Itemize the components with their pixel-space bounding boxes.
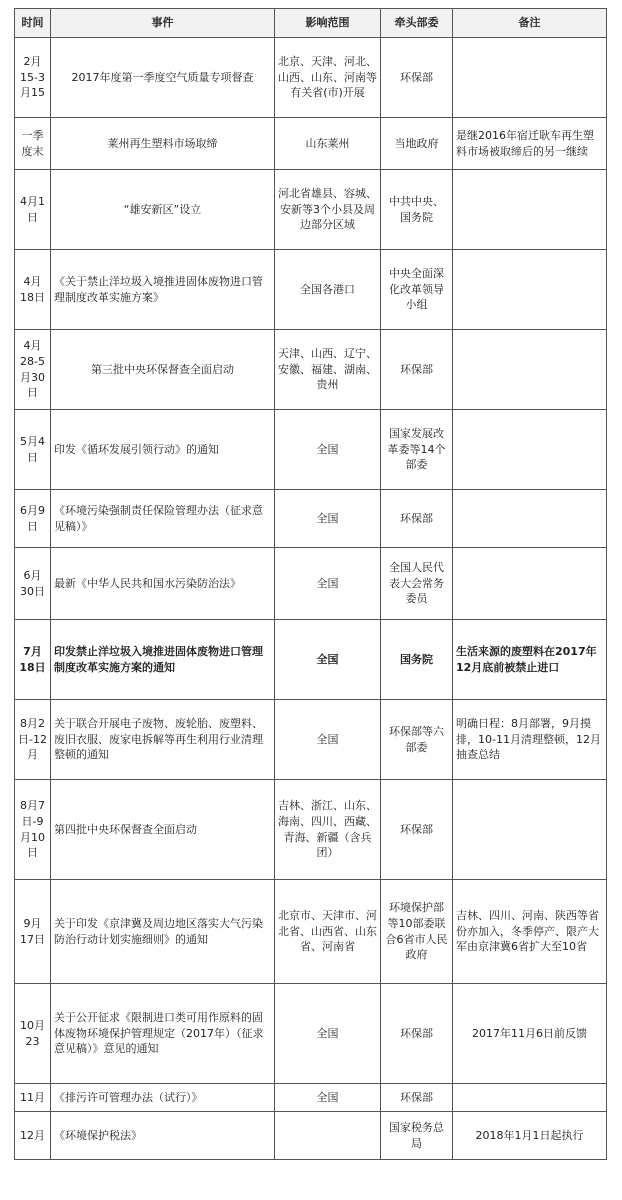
cell-scope: 北京市、天津市、河北省、山西省、山东省、河南省 [275,880,381,984]
cell-scope: 全国 [275,1084,381,1112]
cell-note: 吉林、四川、河南、陕西等省份亦加入，冬季停产、限产大军由京津冀6省扩大至10省 [453,880,607,984]
cell-note: 2017年11月6日前反馈 [453,984,607,1084]
header-dept: 牵头部委 [381,9,453,38]
cell-event: 2017年度第一季度空气质量专项督查 [51,38,275,118]
cell-time: 8月7日-9月10日 [15,780,51,880]
policy-timeline-table [14,8,607,1160]
cell-event: 《环境保护税法》 [51,1112,275,1160]
table-row [15,984,607,1084]
cell-time: 6月9日 [15,490,51,548]
cell-dept: 环保部 [381,984,453,1084]
cell-time: 5月4日 [15,410,51,490]
header-note: 备注 [453,9,607,38]
cell-scope: 全国 [275,548,381,620]
cell-note [453,490,607,548]
table-row [15,880,607,984]
cell-time: 11月 [15,1084,51,1112]
table-row [15,1112,607,1160]
cell-time: 9月17日 [15,880,51,984]
table-row [15,330,607,410]
header-scope: 影响范围 [275,9,381,38]
policy-timeline-table-wrapper [14,8,606,1160]
cell-dept: 国家发展改革委等14个部委 [381,410,453,490]
cell-event: 关于联合开展电子废物、废轮胎、废塑料、废旧衣服、废家电拆解等再生利用行业清理整顿的通知 [51,700,275,780]
cell-scope: 全国 [275,620,381,700]
cell-note: 2018年1月1日起执行 [453,1112,607,1160]
cell-note [453,780,607,880]
cell-event: 《排污许可管理办法（试行）》 [51,1084,275,1112]
cell-scope: 全国 [275,700,381,780]
cell-dept: 环保部 [381,490,453,548]
table-row [15,1084,607,1112]
cell-dept: 环保部 [381,780,453,880]
cell-scope: 北京、天津、河北、山西、山东、河南等有关省(市)开展 [275,38,381,118]
cell-scope: 天津、山西、辽宁、安徽、福建、湖南、贵州 [275,330,381,410]
cell-dept: 中共中央、国务院 [381,170,453,250]
table-row [15,490,607,548]
cell-note [453,548,607,620]
cell-dept: 全国人民代表大会常务委员 [381,548,453,620]
table-body [15,38,607,1160]
cell-time: 12月 [15,1112,51,1160]
cell-time: 10月23 [15,984,51,1084]
cell-scope: 全国各港口 [275,250,381,330]
cell-event: 《关于禁止洋垃圾入境推进固体废物进口管理制度改革实施方案》 [51,250,275,330]
cell-scope: 全国 [275,410,381,490]
table-row [15,780,607,880]
cell-time: 4月28-5月30日 [15,330,51,410]
cell-dept: 环保部 [381,330,453,410]
cell-time: 6月30日 [15,548,51,620]
cell-dept: 国家税务总局 [381,1112,453,1160]
cell-dept: 环境保护部等10部委联合6省市人民政府 [381,880,453,984]
cell-note [453,38,607,118]
cell-event: 莱州再生塑料市场取缔 [51,118,275,170]
cell-event: “雄安新区”设立 [51,170,275,250]
cell-note [453,330,607,410]
table-row [15,548,607,620]
cell-dept: 当地政府 [381,118,453,170]
cell-time: 8月2日-12月 [15,700,51,780]
cell-time: 2月15-3月15 [15,38,51,118]
cell-event: 印发《循环发展引领行动》的通知 [51,410,275,490]
cell-scope: 全国 [275,490,381,548]
cell-dept: 环保部 [381,1084,453,1112]
cell-time: 一季度末 [15,118,51,170]
cell-time: 4月1日 [15,170,51,250]
cell-event: 第三批中央环保督查全面启动 [51,330,275,410]
table-row [15,250,607,330]
cell-note [453,250,607,330]
cell-dept: 环保部等六部委 [381,700,453,780]
table-row [15,410,607,490]
cell-event: 关于公开征求《限制进口类可用作原料的固体废物环境保护管理规定（2017年）（征求意见稿）》意见的通知 [51,984,275,1084]
cell-note [453,1084,607,1112]
cell-scope: 河北省雄县、容城、安新等3个小县及周边部分区域 [275,170,381,250]
table-row [15,620,607,700]
cell-scope: 吉林、浙江、山东、海南、四川、西藏、青海、新疆（含兵团） [275,780,381,880]
cell-note: 生活来源的废塑料在2017年12月底前被禁止进口 [453,620,607,700]
cell-time: 4月18日 [15,250,51,330]
cell-scope [275,1112,381,1160]
cell-event: 第四批中央环保督查全面启动 [51,780,275,880]
cell-dept: 国务院 [381,620,453,700]
table-row [15,170,607,250]
cell-event: 印发禁止洋垃圾入境推进固体废物进口管理制度改革实施方案的通知 [51,620,275,700]
cell-note: 是继2016年宿迁耿车再生塑料市场被取缔后的另一继续 [453,118,607,170]
table-header-row [15,9,607,38]
header-time: 时间 [15,9,51,38]
table-row [15,38,607,118]
cell-dept: 中央全面深化改革领导小组 [381,250,453,330]
cell-event: 《环境污染强制责任保险管理办法（征求意见稿）》 [51,490,275,548]
cell-note [453,170,607,250]
cell-note: 明确日程：8月部署，9月摸排，10-11月清理整顿，12月抽查总结 [453,700,607,780]
cell-scope: 山东莱州 [275,118,381,170]
cell-event: 最新《中华人民共和国水污染防治法》 [51,548,275,620]
cell-scope: 全国 [275,984,381,1084]
cell-note [453,410,607,490]
cell-time: 7月18日 [15,620,51,700]
cell-event: 关于印发《京津冀及周边地区落实大气污染防治行动计划实施细则》的通知 [51,880,275,984]
table-row [15,118,607,170]
cell-dept: 环保部 [381,38,453,118]
table-row [15,700,607,780]
header-event: 事件 [51,9,275,38]
